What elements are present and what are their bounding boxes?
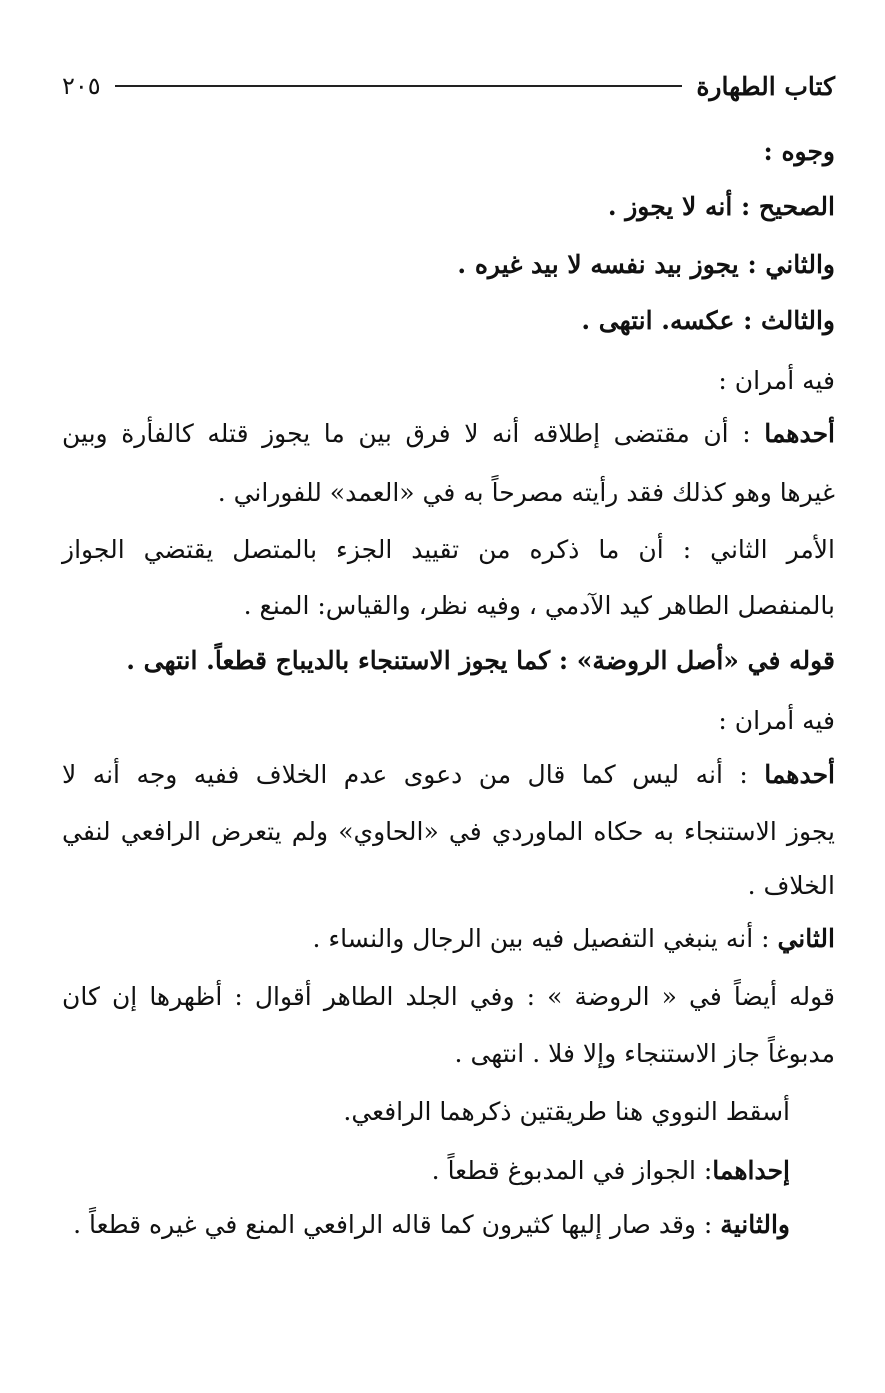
text-line bbox=[62, 979, 835, 1015]
bold-text: إحداهما bbox=[712, 1156, 790, 1185]
bold-text: أحدهما bbox=[764, 419, 835, 448]
bold-text: والثالث : عكسه. انتهى . bbox=[581, 306, 835, 335]
page-number: ٢٠٥ bbox=[62, 72, 101, 100]
body-text: غيرها وهو كذلك فقد رأيته مصرحاً به في «العمد» للفوراني . bbox=[217, 478, 835, 507]
text-line bbox=[73, 1207, 790, 1243]
running-header bbox=[62, 68, 835, 104]
body-text: قوله أيضاً في « الروضة » : وفي الجلد الطاهر أقوال : أظهرها إن كان bbox=[62, 982, 835, 1011]
text-line bbox=[62, 416, 835, 452]
body-text: : أن مقتضى إطلاقه أنه لا فرق بين ما يجوز قتله كالفأرة وبين bbox=[62, 419, 765, 448]
text-line bbox=[218, 475, 835, 511]
bold-text: وجوه : bbox=[763, 137, 835, 166]
body-text: : أنه ليس كما قال من دعوى عدم الخلاف ففيه وجه أنه لا bbox=[62, 760, 765, 789]
body-text: : الجواز في المدبوغ قطعاً . bbox=[431, 1156, 713, 1185]
text-line bbox=[126, 643, 835, 679]
text-line bbox=[457, 247, 835, 283]
text-line bbox=[62, 814, 835, 850]
text-line bbox=[764, 134, 835, 170]
text-line bbox=[343, 1094, 790, 1130]
text-line bbox=[718, 703, 835, 739]
text-line bbox=[62, 757, 835, 793]
bold-text: الثاني bbox=[777, 924, 835, 953]
bold-text: قوله في «أصل الروضة» : كما يجوز الاستنجاء بالديباج قطعاً. انتهى . bbox=[126, 646, 835, 675]
text-line bbox=[608, 189, 835, 225]
body-text: فيه أمران : bbox=[718, 706, 835, 735]
body-text: فيه أمران : bbox=[718, 366, 835, 395]
body-text: : أنه ينبغي التفصيل فيه بين الرجال والنساء . bbox=[312, 924, 778, 953]
header-rule bbox=[115, 85, 683, 87]
body-text: بالمنفصل الطاهر كيد الآدمي ، وفيه نظر، والقياس: المنع . bbox=[243, 591, 835, 620]
body-text: الأمر الثاني : أن ما ذكره من تقييد الجزء بالمتصل يقتضي الجواز bbox=[62, 535, 835, 564]
bold-text: والثاني : يجوز بيد نفسه لا بيد غيره . bbox=[457, 250, 835, 279]
bold-text: الصحيح : أنه لا يجوز . bbox=[607, 192, 835, 221]
body-text: الخلاف . bbox=[747, 871, 835, 900]
body-text: مدبوغاً جاز الاستنجاء وإلا فلا . انتهى . bbox=[454, 1039, 835, 1068]
body-text: يجوز الاستنجاء به حكاه الماوردي في «الحاوي» ولم يتعرض الرافعي لنفي bbox=[62, 817, 835, 846]
text-line bbox=[313, 921, 835, 957]
text-line bbox=[455, 1036, 835, 1072]
body-text: أسقط النووي هنا طريقتين ذكرهما الرافعي. bbox=[343, 1097, 790, 1126]
text-line bbox=[581, 303, 835, 339]
text-line bbox=[748, 868, 835, 904]
text-line bbox=[244, 588, 835, 624]
bold-text: والثانية bbox=[720, 1210, 790, 1239]
text-line bbox=[432, 1153, 790, 1189]
body-text: : وقد صار إليها كثيرون كما قاله الرافعي المنع في غيره قطعاً . bbox=[73, 1210, 721, 1239]
text-line bbox=[62, 532, 835, 568]
text-line bbox=[718, 363, 835, 399]
chapter-title: كتاب الطهارة bbox=[696, 71, 835, 101]
bold-text: أحدهما bbox=[764, 760, 835, 789]
